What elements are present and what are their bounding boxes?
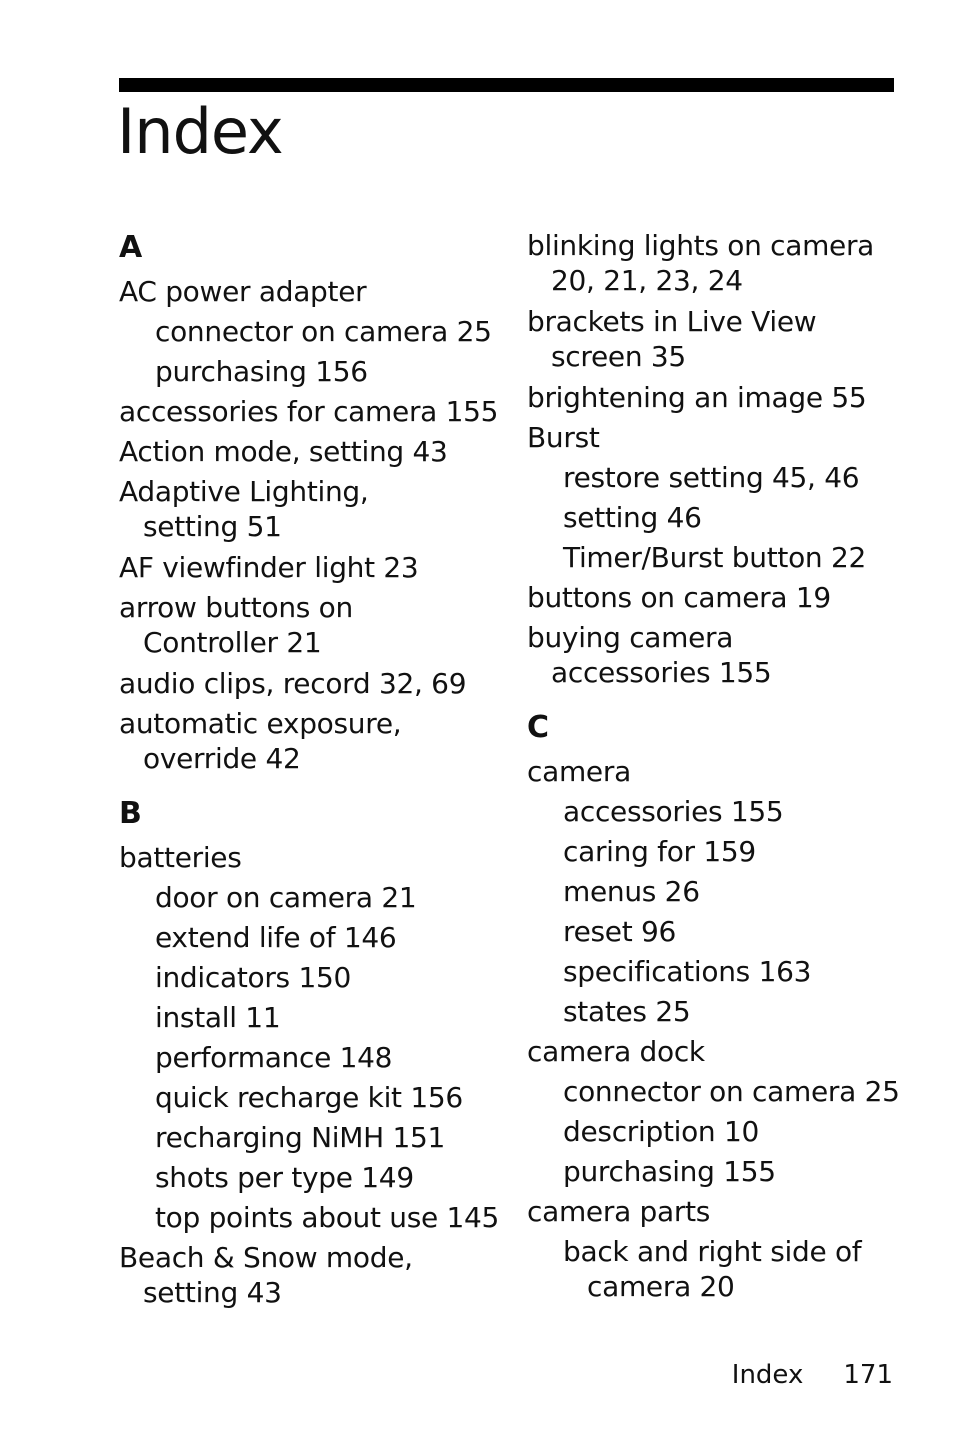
- index-entry: [119, 664, 509, 704]
- index-entry: [527, 378, 927, 418]
- footer-label: Index: [731, 1360, 804, 1390]
- entry-continuation: Controller 21: [143, 626, 322, 659]
- index-section: [119, 792, 509, 1314]
- index-column-right: [527, 226, 927, 1308]
- entry-text: brightening an image 55: [527, 381, 867, 414]
- page-number: 171: [843, 1360, 893, 1390]
- entry-text: install 11: [155, 1001, 281, 1034]
- entry-text: AC power adapter: [119, 275, 367, 308]
- entry-continuation: screen 35: [551, 340, 686, 373]
- entry-text: back and right side of: [563, 1235, 862, 1268]
- index-entry: [527, 1032, 927, 1072]
- entry-continuation: accessories 155: [551, 656, 772, 689]
- entry-text: connector on camera 25: [563, 1075, 900, 1108]
- entry-text: blinking lights on camera: [527, 229, 875, 262]
- entry-text: recharging NiMH 151: [155, 1121, 445, 1154]
- index-subentry: [155, 878, 509, 918]
- entry-text: arrow buttons on: [119, 591, 353, 624]
- index-subentry: [155, 1118, 509, 1158]
- entry-text: indicators 150: [155, 961, 351, 994]
- entry-text: accessories for camera 155: [119, 395, 499, 428]
- entry-text: shots per type 149: [155, 1161, 414, 1194]
- entry-text: AF viewfinder light 23: [119, 551, 419, 584]
- page-title: Index: [117, 95, 283, 168]
- entry-text: quick recharge kit 156: [155, 1081, 463, 1114]
- entry-text: connector on camera 25: [155, 315, 492, 348]
- index-section: [527, 706, 927, 1308]
- entry-continuation: setting 51: [143, 510, 282, 543]
- index-section: [527, 226, 927, 694]
- entry-text: brackets in Live View: [527, 305, 817, 338]
- index-subentry: [563, 1112, 927, 1152]
- entry-text: description 10: [563, 1115, 760, 1148]
- index-subentry: [563, 912, 927, 952]
- index-entry: [119, 704, 509, 780]
- index-entry: [119, 392, 509, 432]
- index-subentry: [563, 1152, 927, 1192]
- index-subentry: [563, 952, 927, 992]
- index-entry: [527, 226, 927, 302]
- entry-text: Beach & Snow mode,: [119, 1241, 413, 1274]
- index-section: [119, 226, 509, 780]
- entry-text: caring for 159: [563, 835, 756, 868]
- entry-continuation: camera 20: [587, 1270, 735, 1303]
- entry-text: automatic exposure,: [119, 707, 402, 740]
- entry-text: performance 148: [155, 1041, 393, 1074]
- section-letter: B: [119, 796, 142, 831]
- index-column-left: [119, 226, 509, 1314]
- title-rule: [119, 78, 894, 92]
- index-entry: [527, 1192, 927, 1232]
- index-entry: [119, 472, 509, 548]
- entry-text: batteries: [119, 841, 242, 874]
- index-subentry: [563, 538, 927, 578]
- index-subentry: [155, 918, 509, 958]
- index-entry: [119, 838, 509, 878]
- entry-text: reset 96: [563, 915, 677, 948]
- entry-text: Adaptive Lighting,: [119, 475, 369, 508]
- index-subentry: [155, 1158, 509, 1198]
- entry-text: camera: [527, 755, 631, 788]
- entry-text: purchasing 156: [155, 355, 368, 388]
- index-entry: [119, 588, 509, 664]
- index-entry: [119, 272, 509, 312]
- index-subentry: [155, 1198, 509, 1238]
- index-subentry: [563, 1232, 927, 1308]
- index-subentry: [155, 958, 509, 998]
- entry-text: purchasing 155: [563, 1155, 776, 1188]
- index-entry: [119, 548, 509, 588]
- index-subentry: [563, 992, 927, 1032]
- index-entry: [119, 1238, 509, 1314]
- index-subentry: [155, 312, 509, 352]
- entry-text: menus 26: [563, 875, 700, 908]
- index-subentry: [563, 458, 927, 498]
- entry-text: audio clips, record 32, 69: [119, 667, 467, 700]
- index-subentry: [563, 872, 927, 912]
- index-entry: [527, 418, 927, 458]
- entry-text: extend life of 146: [155, 921, 397, 954]
- index-subentry: [155, 998, 509, 1038]
- entry-continuation: 20, 21, 23, 24: [551, 264, 743, 297]
- entry-text: accessories 155: [563, 795, 784, 828]
- entry-text: Timer/Burst button 22: [563, 541, 866, 574]
- entry-text: camera dock: [527, 1035, 705, 1068]
- index-subentry: [563, 498, 927, 538]
- entry-text: Burst: [527, 421, 600, 454]
- entry-text: top points about use 145: [155, 1201, 500, 1234]
- entry-text: door on camera 21: [155, 881, 417, 914]
- entry-text: buttons on camera 19: [527, 581, 831, 614]
- index-entry: [119, 432, 509, 472]
- index-entry: [527, 618, 927, 694]
- index-entry: [527, 578, 927, 618]
- index-subentry: [563, 792, 927, 832]
- index-subentry: [563, 832, 927, 872]
- index-subentry: [155, 1078, 509, 1118]
- index-entry: [527, 302, 927, 378]
- entry-text: camera parts: [527, 1195, 711, 1228]
- section-letter: A: [119, 230, 143, 265]
- section-letter: C: [527, 710, 550, 745]
- entry-continuation: setting 43: [143, 1276, 282, 1309]
- page-footer: [732, 1360, 893, 1390]
- index-subentry: [155, 1038, 509, 1078]
- index-entry: [527, 752, 927, 792]
- entry-text: Action mode, setting 43: [119, 435, 448, 468]
- entry-text: buying camera: [527, 621, 734, 654]
- entry-continuation: override 42: [143, 742, 301, 775]
- entry-text: states 25: [563, 995, 691, 1028]
- entry-text: specifications 163: [563, 955, 812, 988]
- entry-text: setting 46: [563, 501, 702, 534]
- entry-text: restore setting 45, 46: [563, 461, 860, 494]
- index-subentry: [155, 352, 509, 392]
- index-subentry: [563, 1072, 927, 1112]
